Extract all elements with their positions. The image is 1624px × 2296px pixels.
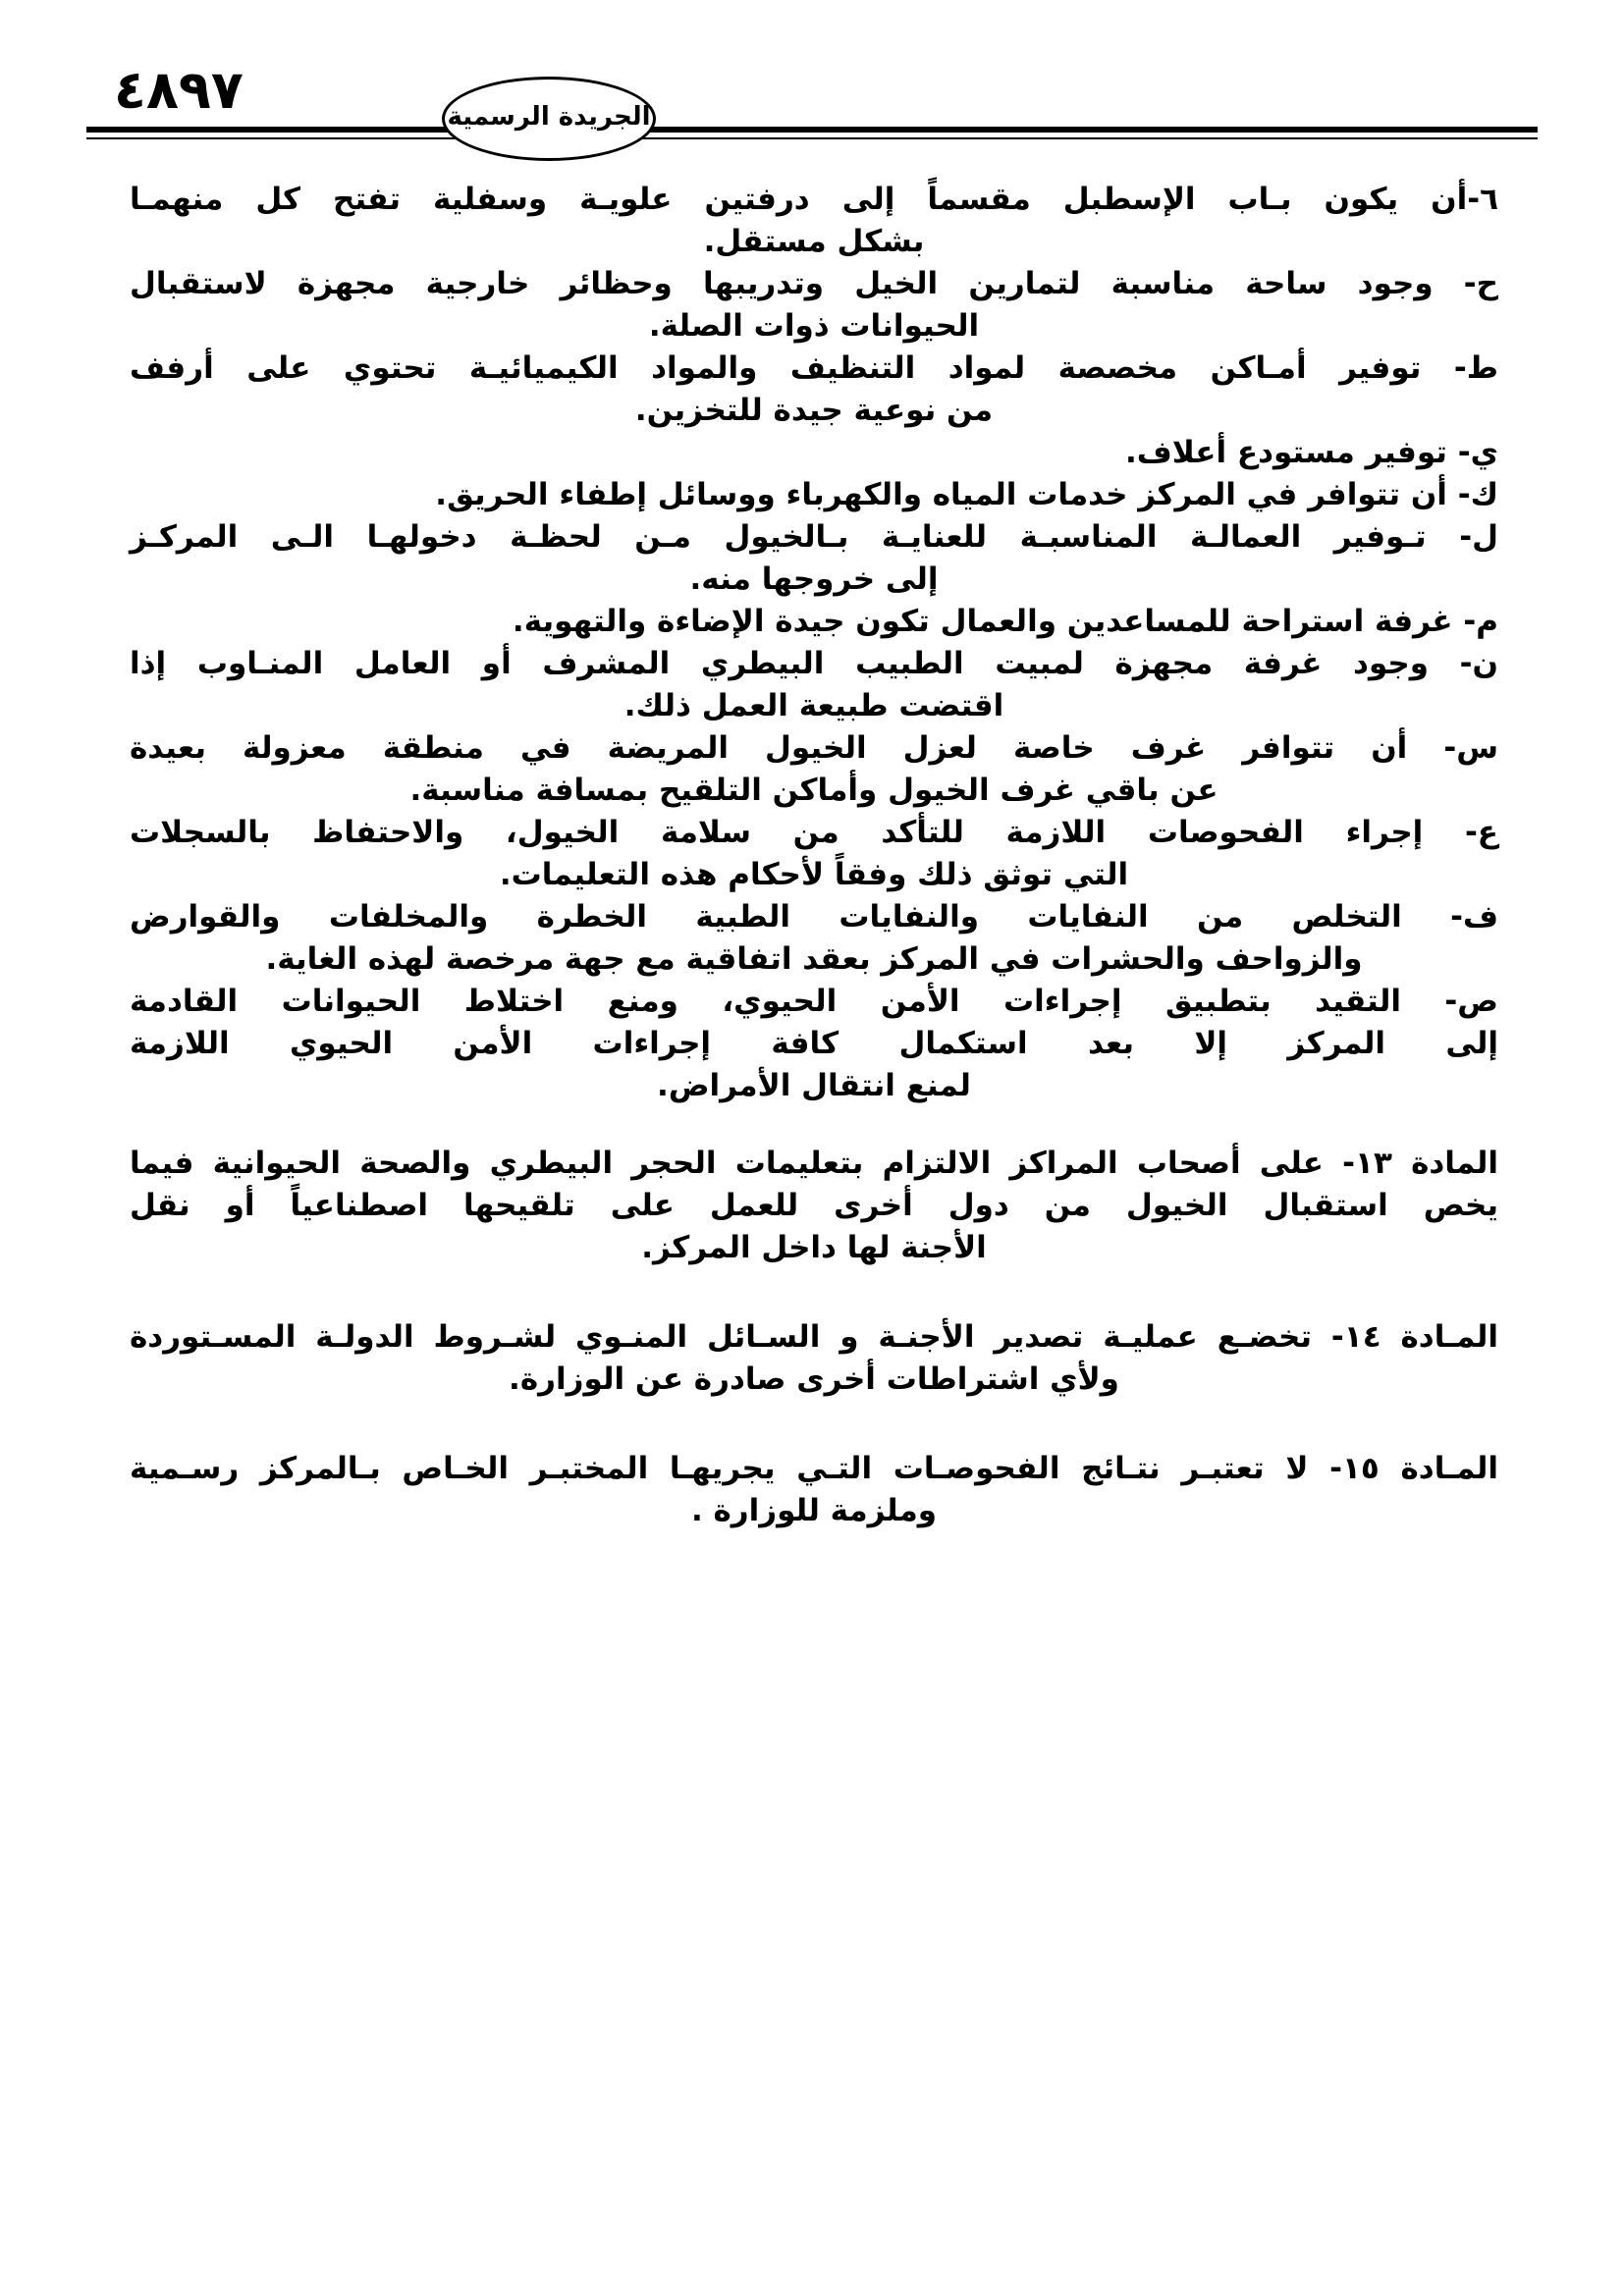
gazette-title: الجريدة الرسمية [447, 102, 651, 132]
gazette-title-oval [442, 77, 656, 161]
list-item-tah [130, 347, 1498, 432]
article-14 [130, 1316, 1498, 1401]
paragraph-line: من نوعية جيدة للتخزين. [634, 393, 994, 428]
paragraph-line: م- غرفة استراحة للمساعدين والعمال تكون جيدة الإضاءة والتهوية. [512, 604, 1498, 639]
paragraph-line: ف- التخلص من النفايات والنفايات الطبية الخطرة والمخلفات والقوارض [130, 899, 1498, 934]
header-rule-thin [86, 137, 1538, 139]
list-item-seen [130, 727, 1498, 812]
article-13 [130, 1143, 1498, 1269]
paragraph-line: ٦-أن يكون بـاب الإسطبل مقسماً إلى درفتين علويـة وسفلية تفتح كل منهمـا [130, 182, 1498, 217]
paragraph-line: المادة ١٣- على أصحاب المراكز الالتزام بتعليمات الحجر البيطري والصحة الحيوانية فيما [130, 1146, 1498, 1181]
page-number: ٤٨٩٧ [114, 59, 244, 121]
paragraph-line: وملزمة للوزارة . [690, 1493, 938, 1528]
paragraph-line: إلى خروجها منه. [689, 561, 939, 597]
paragraph-line: ي- توفير مستودع أعلاف. [1124, 435, 1498, 470]
paragraph-line: المـادة ١٤- تخضـع عمليـة تصدير الأجنـة و السـائل المنـوي لشـروط الدولـة المسـتوردة [130, 1319, 1498, 1355]
paragraph-line: الحيوانات ذوات الصلة. [648, 308, 980, 344]
paragraph-line: ح- وجود ساحة مناسبة لتمارين الخيل وتدريبها وحظائر خارجية مجهزة لاستقبال [130, 266, 1498, 301]
paragraph-line: بشكل مستقل. [703, 224, 925, 259]
paragraph-line: ولأي اشتراطات أخرى صادرة عن الوزارة. [509, 1362, 1119, 1397]
paragraph-line: عن باقي غرف الخيول وأماكن التلقيح بمسافة مناسبة. [409, 773, 1218, 808]
paragraph-line: ع- إجراء الفحوصات اللازمة للتأكد من سلامة الخيول، والاحتفاظ بالسجلات [130, 815, 1498, 850]
list-item-hah [130, 263, 1498, 347]
list-item-noon [130, 643, 1498, 727]
header-rule-thick [86, 127, 1538, 133]
list-item-6 [130, 179, 1498, 263]
list-item-ya [130, 432, 1498, 474]
document-body [130, 179, 1498, 1532]
list-item-meem [130, 601, 1498, 643]
paragraph-line: ن- وجود غرفة مجهزة لمبيت الطبيب البيطري المشرف أو العامل المنـاوب إذا [130, 646, 1498, 681]
paragraph-line: والزواحف والحشرات في المركز بعقد اتفاقية مع جهة مرخصة لهذه الغاية. [265, 941, 1363, 977]
paragraph-line: س- أن تتوافر غرف خاصة لعزل الخيول المريضة في منطقة معزولة بعيدة [130, 730, 1498, 766]
paragraph-line: لمنع انتقال الأمراض. [657, 1068, 971, 1103]
list-item-ain [130, 812, 1498, 896]
paragraph-line: ك- أن تتوافر في المركز خدمات المياه والكهرباء ووسائل إطفاء الحريق. [435, 477, 1498, 512]
list-item-kaf [130, 474, 1498, 516]
paragraph-line: يخص استقبال الخيول من دول أخرى للعمل على تلقيحها اصطناعياً أو نقل [130, 1188, 1498, 1223]
paragraph-line: المـادة ١٥- لا تعتبـر نتـائج الفحوصـات التـي يجريهـا المختبـر الخـاص بـالمركز رسـمية [130, 1451, 1498, 1486]
paragraph-line: التي توثق ذلك وفقاً لأحكام هذه التعليمات. [499, 857, 1129, 892]
paragraph-line: الأجنة لها داخل المركز. [641, 1230, 987, 1265]
paragraph-line: إلى المركز إلا بعد استكمال كافة إجراءات الأمن الحيوي اللازمة [130, 1026, 1498, 1061]
paragraph-line: ل- تـوفير العمالـة المناسبـة للعنايـة بـالخيول مـن لحظـة دخولهـا الـى المركـز [130, 519, 1498, 555]
list-item-lam [130, 516, 1498, 601]
list-item-sad [130, 981, 1498, 1107]
list-item-fa [130, 896, 1498, 981]
paragraph-line: اقتضت طبيعة العمل ذلك. [623, 688, 1004, 723]
article-15 [130, 1448, 1498, 1532]
paragraph-line: ط- توفير أمـاكن مخصصة لمواد التنظيف والمواد الكيميائيـة تحتوي على أرفف [130, 350, 1498, 386]
paragraph-line: ص- التقيد بتطبيق إجراءات الأمن الحيوي، ومنع اختلاط الحيوانات القادمة [130, 984, 1498, 1019]
